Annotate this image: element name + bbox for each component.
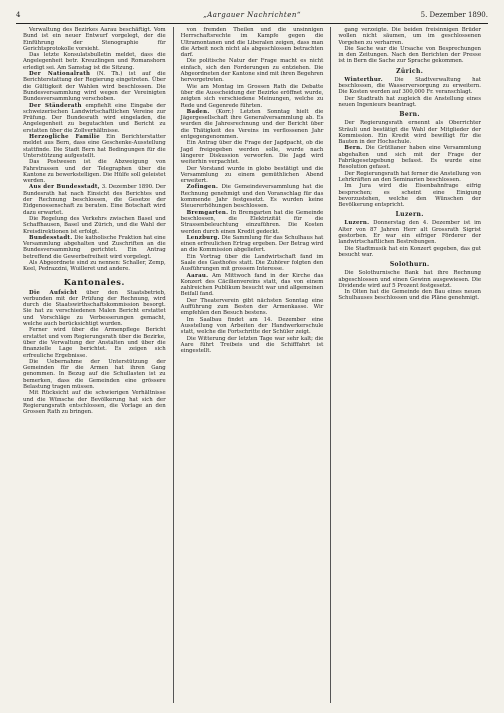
lead-text: Der Ständerath: [29, 102, 82, 109]
page-header: [16, 8, 488, 24]
column-1: [16, 27, 173, 703]
paragraph: In Olten hat die Gemeinde den Bau eines neuen Schulhauses beschlossen und die Pläne genehmigt.: [338, 289, 482, 302]
paragraph: Mit Rücksicht auf die schwierigen Verhältnisse und die Wünsche der Bevölkerung hat sich der Regierungsrath entschlossen, die Vorlage an den Grossen Rath zu bringen.: [23, 390, 166, 416]
paragraph: Die Sache war die Ursache von Besprechungen in den Zeitungen. Nach den Berichten der Presse ist in Bern die Sache zur Sprache gekommen.: [338, 45, 482, 65]
lead-text: Bern.: [344, 145, 363, 152]
paragraph: Die Solothurnische Bank hat ihre Rechnung abgeschlossen und einen Gewinn ausgewiesen. Die Dividende wird auf 5 Prozent festgesetzt.: [338, 270, 482, 289]
paragraph: Die Witterung der letzten Tage war sehr kalt; die Aare führt Treibeis und die Schifffahrt ist eingestellt.: [180, 335, 324, 355]
paragraph: [23, 103, 166, 134]
paragraph: [23, 184, 166, 215]
paragraph: [181, 235, 324, 254]
paragraph: Ein Vortrag über die Landwirtschaft fand im Saale des Gasthofes statt. Die Zuhörer folgten den Ausführungen mit grossem Interesse.: [180, 253, 324, 273]
paragraph: [23, 134, 166, 159]
lead-text: Bremgarten.: [186, 209, 229, 216]
body-text: Die Stadtverwaltung hat beschlossen, die Wasserversorgung zu erweitern. Die Kosten werden auf 300,000 Fr. veranschlagt.: [338, 76, 482, 96]
paragraph: von fremden Theilen und die unsinnigen Herrschaftsrechte im Kampfe gegen die Ultramontanen und die Liberalen zeigen, dass man die Arbeit noch nicht als abgeschlossen betrachten darf.: [180, 27, 324, 59]
paragraph: [338, 77, 481, 96]
body-text: Am Mittwoch fand in der Kirche das Konzert des Cäcilienvereins statt, das von einem zahlreichen Publikum besucht war und allgemeinen Beifall fand.: [180, 272, 324, 298]
paragraph: Das Postwesen ist die Abzweigung von Fahrstrassen und der Telegraphen über die Kantone zu bewerkstelligen. Die Hülfe soll geleistet werden.: [23, 159, 166, 185]
section-heading: Kantonales.: [63, 276, 125, 287]
body-text: Die Gemeindeversammlung hat die Rechnung genehmigt und den Voranschlag für das kommende Jahr festgesetzt. Es wurden keine Steuererhöhungen beschlossen.: [180, 184, 324, 210]
lead-text: Baden.: [186, 108, 210, 115]
paragraph: Als Abgeordnete sind zu nennen: Schaller, Zemp, Keel, Pedrazzini, Wuilleret und andere.: [23, 259, 166, 273]
paragraph: Die Regelung des Verkehrs zwischen Basel und Schaffhausen, Basel und Zürich, und die Wahl der Kreisdirektionen ist erfolgt.: [23, 215, 166, 235]
paragraph: Der Theaterverein gibt nächsten Sonntag eine Aufführung zum Besten der Armenkasse. Wir empfehlen den Besuch bestens.: [180, 297, 324, 317]
paragraph: Die Uebernahme der Unterstützung der Gemeinden für die Armen hat ihren Gang genommen. In Bezug auf die Schullasten ist zu bemerken, dass die Gemeinden eine grössere Belastung tragen müssen.: [23, 358, 166, 391]
paragraph: [181, 109, 324, 140]
paragraph: [181, 210, 324, 235]
paragraph: Der Vorstand wurde in globo bestätigt und die Versammlung zu einem gemüthlichen Abend erweitert.: [180, 165, 324, 185]
paragraph: [338, 145, 481, 170]
paragraph: Die politische Natur der Frage macht es nicht einfach, sich den Forderungen zu entziehen. Die Abgeordneten der Kantone sind mit ihren Begehren hervorgetreten.: [180, 58, 324, 84]
paragraph: Im Saalbau findet am 14. Dezember eine Ausstellung von Arbeiten der Handwerkerschule statt, welche die Fortschritte der Schüler zeigt.: [180, 316, 324, 336]
column-3: [330, 27, 488, 703]
paragraph: Der Stadtrath hat zugleich die Anstellung eines neuen Ingenieurs beantragt.: [338, 95, 482, 108]
body-text: Die katholische Fraktion hat eine Versammlung abgehalten und Zuschriften an die Bundesversammlung gerichtet. Ein Antrag betreffend die Gewerbefreiheit wird vorgelegt.: [23, 234, 166, 260]
paragraph: [23, 71, 166, 102]
paragraph: Der Regierungsrath ernennt als Oberrichter Sträuli und bestätigt die Wahl der Mitglieder der Kommission. Ein Kredit wird bewilligt für die Bauten in der Hochschule.: [338, 120, 482, 146]
subsection-heading: Solothurn.: [389, 261, 430, 269]
paragraph: [181, 184, 324, 209]
paragraph: Ein Antrag über die Frage der Jagdpacht, ob die Jagd freigegeben werden solle, wurde nach längerer Diskussion verworfen. Die Jagd wird weiterhin verpachtet.: [180, 140, 324, 166]
page-number: 4: [16, 11, 21, 19]
lead-text: Herzogliche Familie: [29, 134, 100, 141]
paragraph: Ferner wird über die Armenpflege Bericht erstattet und vom Regierungsrath über die Bezirke, über die Verwaltung der Anstalten und über die finanzielle Lage berichtet. Es zeigen sich erfreuliche Ergebnisse.: [23, 327, 166, 359]
lead-text: Bundesstadt.: [29, 234, 73, 241]
column-2: [173, 27, 331, 703]
lead-text: Die Aufsicht: [29, 289, 78, 296]
subsection-heading: Bern.: [399, 111, 420, 119]
body-text: (Korr.) Letzten Sonntag hielt die Jägergesellschaft ihre Generalversammlung ab. Es wurden die Jahresrechnung und der Bericht über die Thätigkeit des Vereins im verflossenen Jahr entgegengenommen.: [180, 108, 324, 141]
paragraph: [23, 290, 166, 328]
paragraph: [23, 235, 166, 260]
lead-text: Aarau.: [186, 272, 209, 279]
subsection-heading: Zürich.: [396, 67, 424, 75]
body-text: 3. Dezember 1890. Der Bundesrath hat nach Einsicht des Berichtes und der Rechnung beschlossen, die Gesetze der Eidgenossenschaft zu beraten. Eine Botschaft wird dazu erwartet.: [23, 184, 166, 216]
paragraph: Der Regierungsrath hat ferner die Anstellung von Lehrkräften an den Seminarien beschlossen.: [338, 170, 482, 183]
body-text: In Bremgarten hat die Gemeinde beschlossen, die Elektrizität für die Strassenbeleuchtung einzuführen. Die Kosten werden durch einen Kredit gedeckt.: [180, 209, 324, 235]
paragraph: Verwaltung des Bezirkes Aarau beschäftigt. Vom Bund ist ein neuer Entwurf vorgelegt, der die Einführung der Stenographie für Gerichtsprotokolle vorsieht.: [23, 27, 166, 52]
issue-date: 5. Dezember 1890.: [420, 11, 488, 19]
subsection-heading: Luzern.: [395, 211, 424, 219]
paragraph: gang verzeigte. Die beiden freisinnigen Brüder wollen nicht säumen, um im geschlossenen Vorgehen zu verharren.: [338, 27, 482, 46]
body-text: über den Staatsbetrieb, verbunden mit der Prüfung der Rechnung, wird durch die Staatswirthschaftskommission besorgt. Sie hat zu verschiedenen Malen Bericht erstattet und Vorschläge zu Verbesserungen gemacht, welche auch berücksichtigt wurden.: [23, 289, 166, 328]
body-text: Donnerstag den 4. Dezember ist im Alter von 87 Jahren Herr alt Grossrath Sigrist gestorben. Er war ein eifriger Förderer der landwirtschaftlichen Bestrebungen.: [338, 220, 482, 246]
text-columns: [16, 27, 488, 703]
paragraph: [338, 220, 481, 245]
lead-text: Der Nationalrath: [29, 71, 91, 78]
body-text: Ein Berichterstatter meldet aus Bern, dass eine Geschenke-Ausstellung stattfinde. Die Stadt Bern hat Bedingungen für die Unterstützung aufgestellt.: [23, 134, 166, 159]
paragraph: Die Stadtmusik hat ein Konzert gegeben, das gut besucht war.: [338, 245, 482, 258]
body-text: (N. Th.) ist auf die Berichterstattung der Regierung eingetreten. Über die Gültigkeit der Wahlen wird beschlossen. Die Bundesversammlung wird wegen der Vereinigten Bundesversammlung verschoben.: [23, 71, 166, 103]
lead-text: Lenzburg.: [186, 234, 220, 241]
paragraph: Im Jura wird die Eisenbahnfrage eifrig besprochen; es scheint eine Einigung bevorzustehen, welche den Wünschen der Bevölkerung entspricht.: [338, 183, 482, 209]
lead-text: Aus der Bundesstadt,: [29, 184, 100, 191]
lead-text: Luzern.: [344, 220, 370, 227]
body-text: empfiehlt eine Eingabe der schweizerischen Landwirtschaftlichen Vereine zur Prüfung. Der Bundesrath wird eingeladen, die Angelegenheit zu begutachten und Bericht zu erstatten über die Zollverhältnisse.: [23, 102, 166, 134]
lead-text: Winterthur.: [344, 76, 383, 83]
body-text: Die Sammlung für das Schulhaus hat einen erfreulichen Ertrag ergeben. Der Betrag wird an die Kommission abgeliefert.: [180, 234, 324, 254]
paragraph: [181, 273, 324, 298]
newspaper-title: „Aargauer Nachrichten“: [203, 11, 301, 19]
body-text: Die Grütlianer haben eine Versammlung abgehalten und sich mit der Frage der Fabrikgesetzgebung befasst. Es wurde eine Resolution gefasst.: [338, 145, 482, 171]
paragraph: Das letzte Konsulatsbulletin meldet, dass die Angelegenheit betr. Kreuzlingen und Romanshorn erledigt sei. Am Samstag ist die Sitzung.: [23, 52, 166, 71]
paragraph: Wie am Montag im Grossen Rath die Debatte über die Ausscheidung der Bezirke eröffnet wurde, zeigten sich verschiedene Meinungen, welche zu Rede und Gegenrede führten.: [180, 83, 324, 109]
lead-text: Zofingen.: [186, 184, 219, 191]
